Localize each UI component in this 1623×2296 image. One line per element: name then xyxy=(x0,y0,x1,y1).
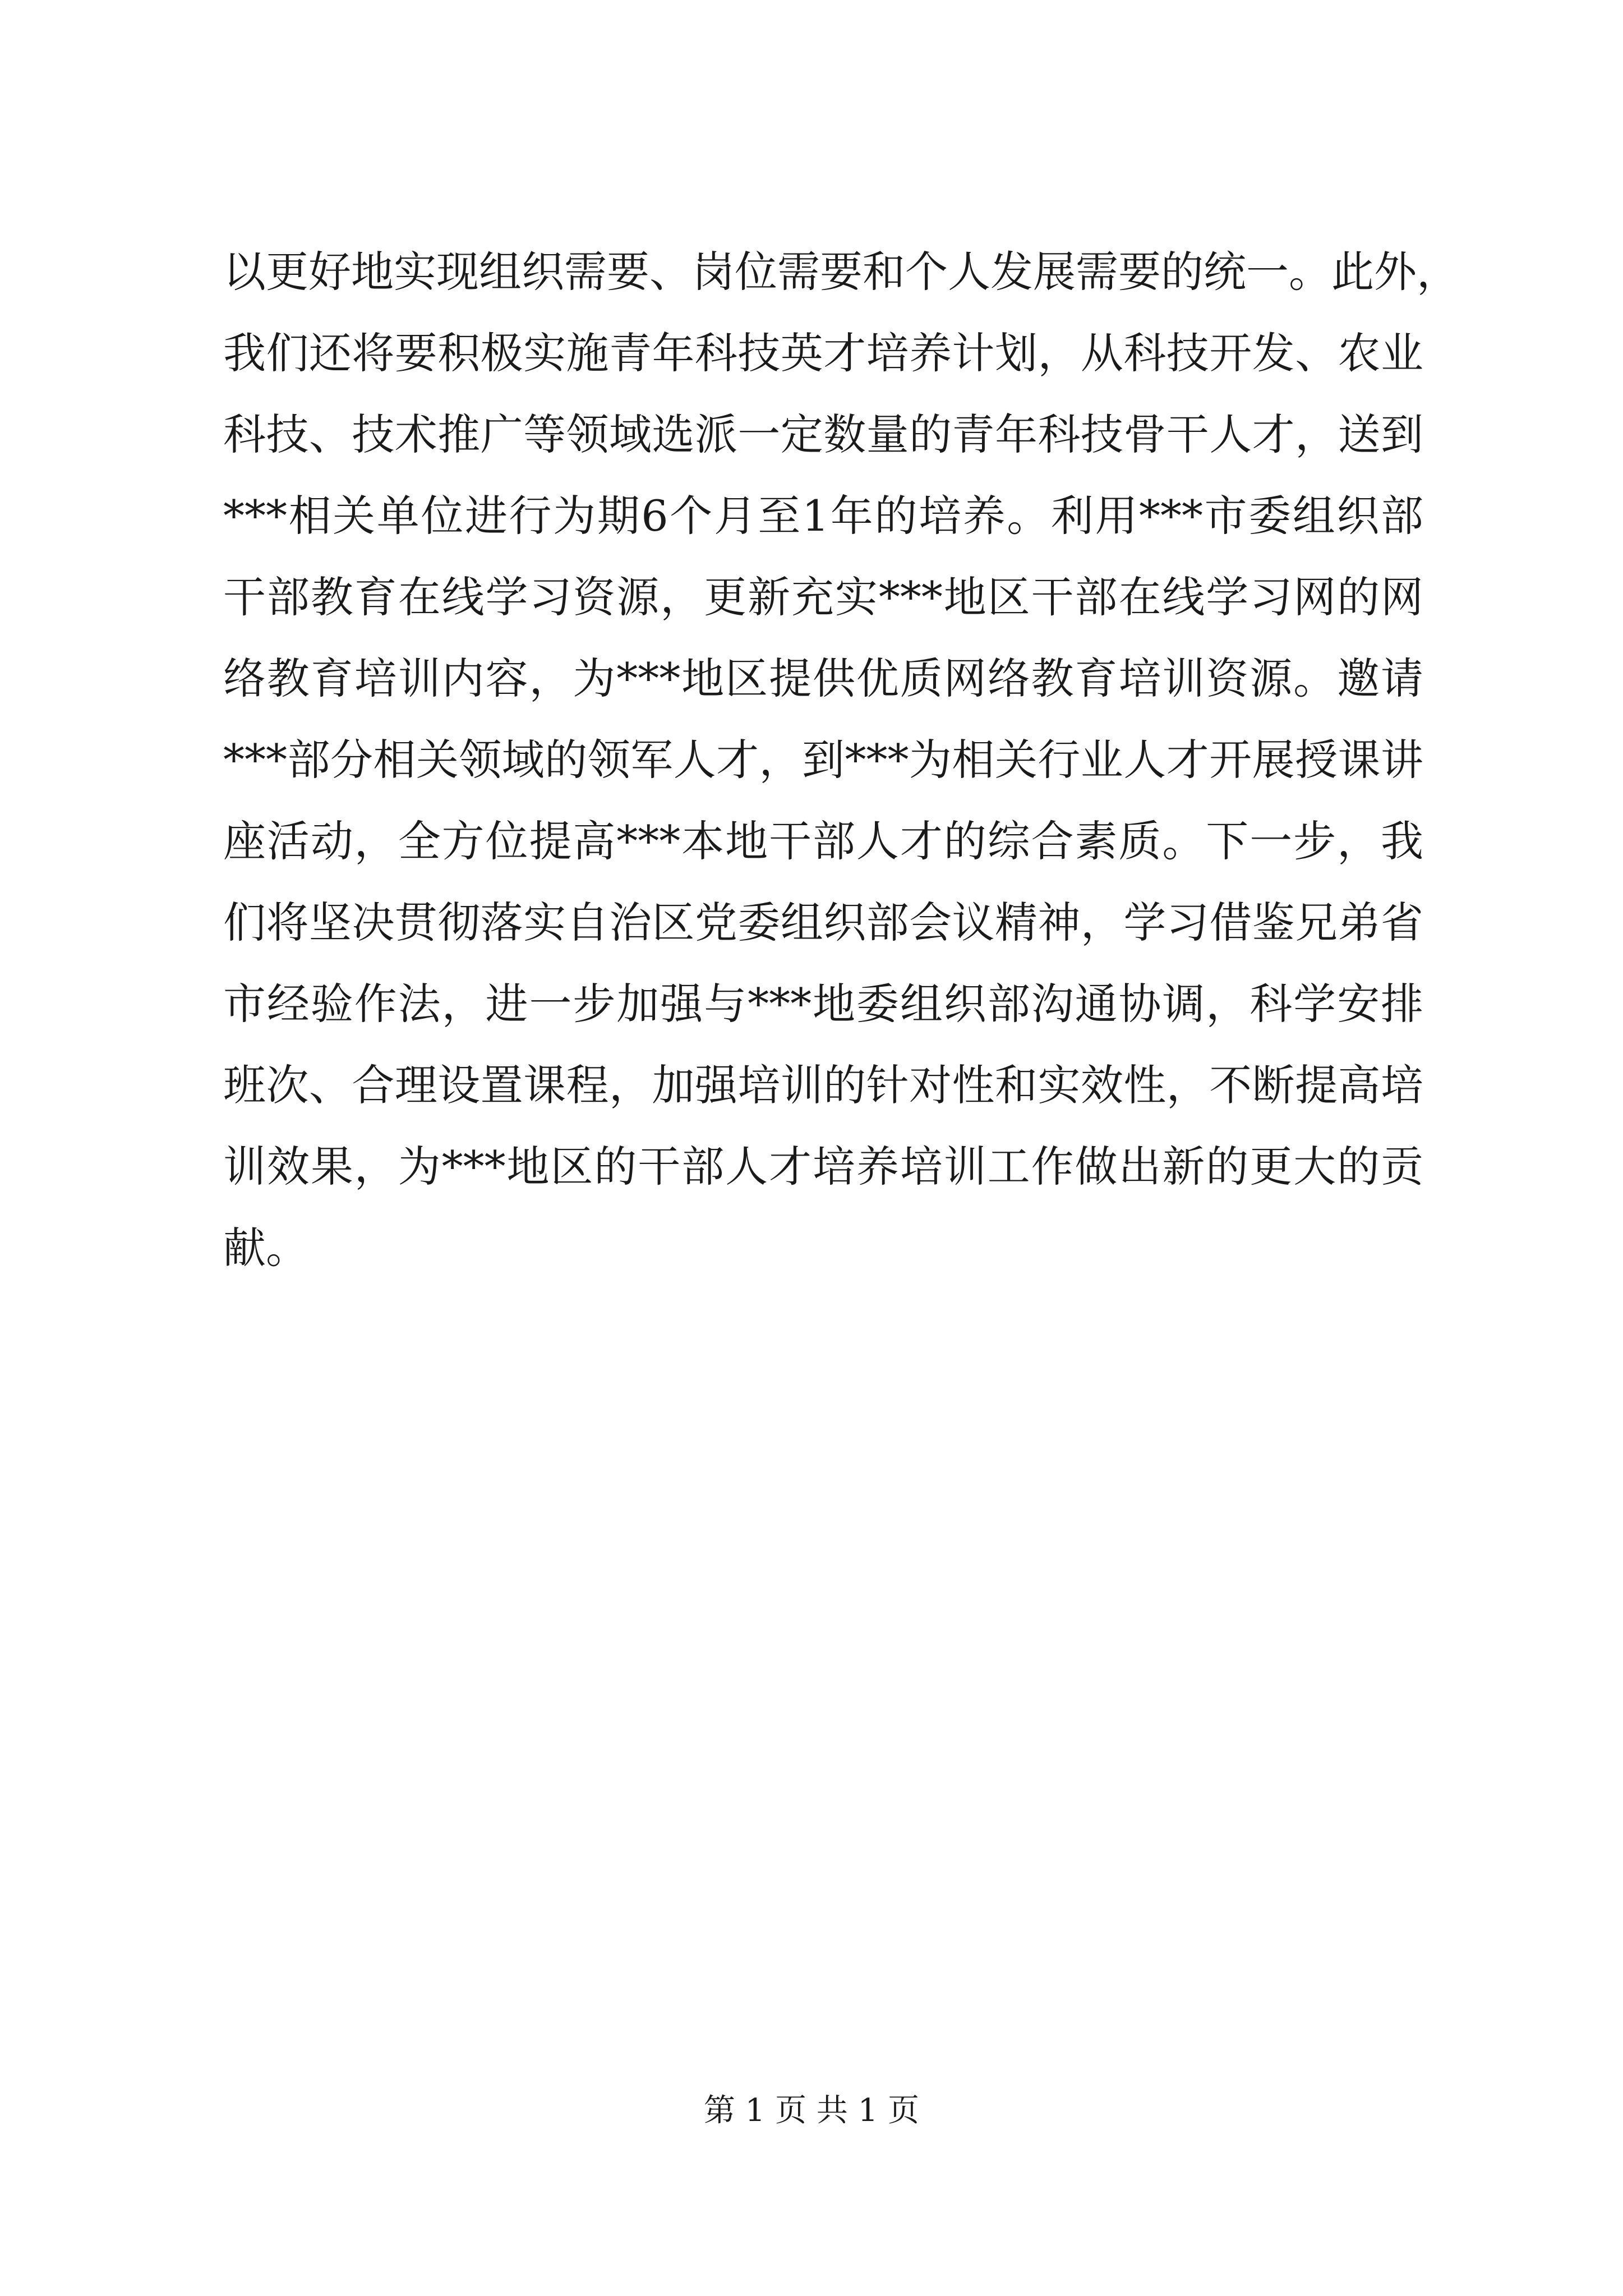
paragraph-line-1: 以更好地实现组织需要、岗位需要和个人发展需要的统一。此外， xyxy=(223,247,1459,297)
paragraph-line-10: 市经验作法，进一步加强与***地委组织部沟通协调，科学安排 xyxy=(223,979,1423,1029)
paragraph-line-7: ***部分相关领域的领军人才，到***为相关行业人才开展授课讲 xyxy=(223,735,1423,785)
paragraph-line-2: 我们还将要积极实施青年科技英才培养计划，从科技开发、农业 xyxy=(223,328,1423,378)
paragraph-line-9: 们将坚决贯彻落实自治区党委组织部会议精神，学习借鉴兄弟省 xyxy=(223,898,1423,947)
paragraph-line-4: ***相关单位进行为期6个月至1年的培养。利用***市委组织部 xyxy=(223,491,1423,541)
paragraph-line-8: 座活动，全方位提高***本地干部人才的综合素质。下一步，我 xyxy=(223,816,1423,866)
paragraph-line-11: 班次、合理设置课程，加强培训的针对性和实效性，不断提高培 xyxy=(223,1060,1423,1110)
paragraph-line-6: 络教育培训内容，为***地区提供优质网络教育培训资源。邀请 xyxy=(223,654,1423,703)
paragraph-line-13: 献。 xyxy=(223,1223,308,1273)
body-paragraph xyxy=(223,231,1459,1289)
paragraph-line-5: 干部教育在线学习资源，更新充实***地区干部在线学习网的网 xyxy=(223,572,1423,622)
paragraph-line-12: 训效果，为***地区的干部人才培养培训工作做出新的更大的贡 xyxy=(223,1142,1423,1191)
paragraph-line-3: 科技、技术推广等领域选派一定数量的青年科技骨干人才，送到 xyxy=(223,409,1423,459)
page-number-footer: 第 1 页 共 1 页 xyxy=(703,2092,920,2129)
